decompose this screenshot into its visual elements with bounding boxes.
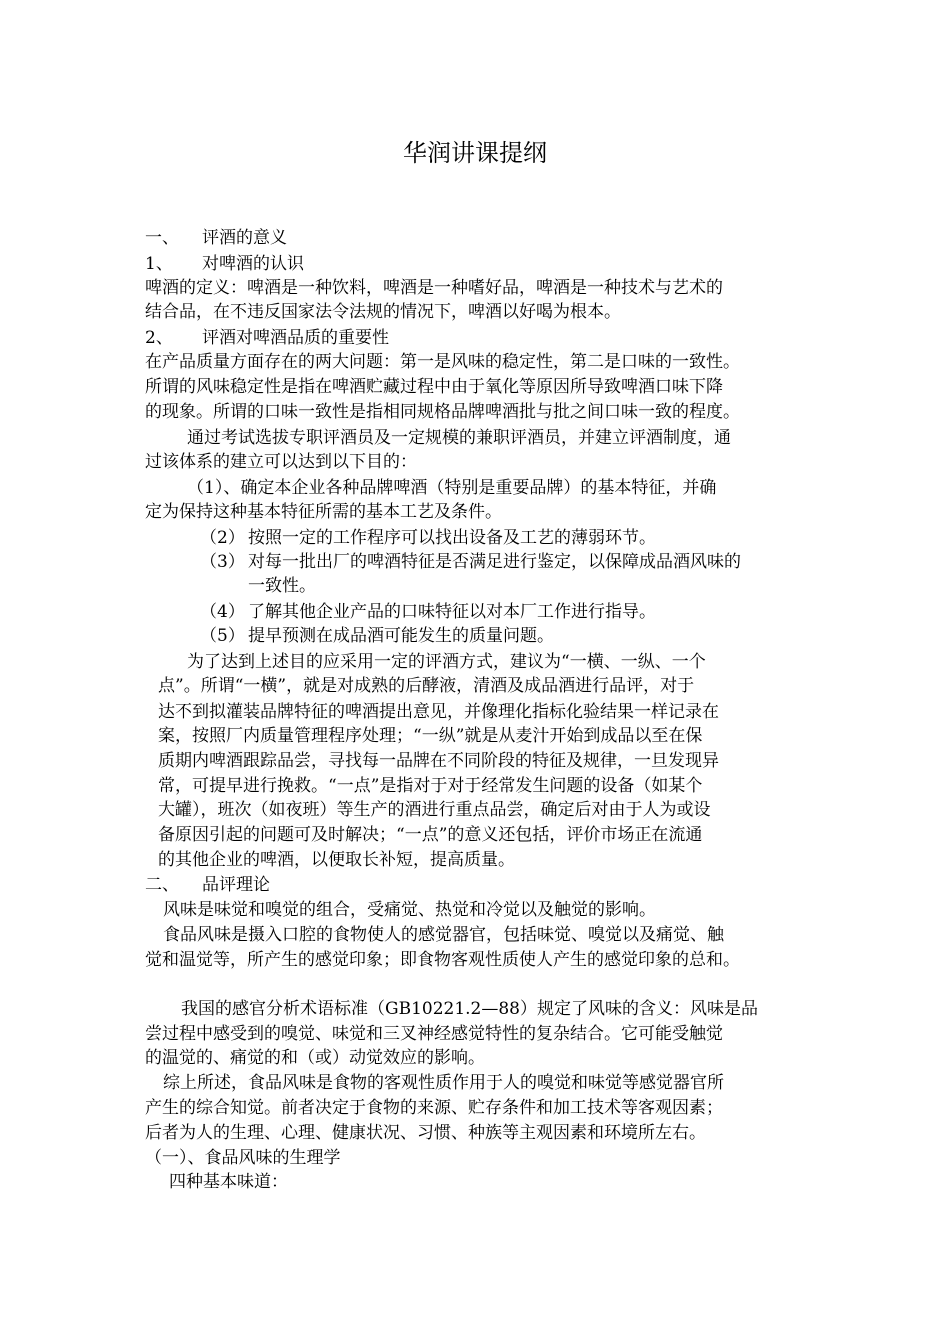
text-line: 所谓的风味稳定性是指在啤酒贮藏过程中由于氧化等原因所导致啤酒口味下降 <box>145 377 723 397</box>
text-line: 的现象。所谓的口味一致性是指相同规格品牌啤酒批与批之间口味一致的程度。 <box>145 402 740 422</box>
subsection-1-number: 1、 <box>145 254 173 274</box>
section-2-title: 品评理论 <box>202 875 270 895</box>
text-line: 产生的综合知觉。前者决定于食物的来源、贮存条件和加工技术等客观因素； <box>145 1098 723 1118</box>
text-line: 大罐），班次（如夜班）等生产的酒进行重点品尝，确定后对由于人为或设 <box>158 800 711 820</box>
list-item <box>200 526 656 550</box>
subsection-2-number: 2、 <box>145 328 173 348</box>
subsection-2-title: 评酒对啤酒品质的重要性 <box>202 328 389 348</box>
section-1-title: 评酒的意义 <box>202 228 287 248</box>
list-item-number: （4） <box>200 602 245 622</box>
text-line: 尝过程中感受到的嗅觉、味觉和三叉神经感觉特性的复杂结合。它可能受触觉 <box>145 1024 723 1044</box>
section-1-heading <box>145 226 287 250</box>
text-line: 过该体系的建立可以达到以下目的： <box>145 452 417 472</box>
list-item-number: （5） <box>200 626 245 646</box>
list-item-continuation: 一致性。 <box>248 576 316 596</box>
document-title: 华润讲课提纲 <box>403 139 547 167</box>
text-line: 我国的感官分析术语标准（GB10221.2—88）规定了风味的含义：风味是品 <box>181 999 759 1019</box>
text-line: 综上所述，食品风味是食物的客观性质作用于人的嗅觉和味觉等感觉器官所 <box>163 1073 724 1093</box>
text-line: 在产品质量方面存在的两大问题：第一是风味的稳定性，第二是口味的一致性。 <box>145 352 740 372</box>
subsection-2-heading <box>145 326 389 350</box>
text-line: 质期内啤酒跟踪品尝，寻找每一品牌在不同阶段的特征及规律，一旦发现异 <box>158 751 719 771</box>
list-item-number: （3） <box>200 552 245 572</box>
text-line: 通过考试选拔专职评酒员及一定规模的兼职评酒员，并建立评酒制度，通 <box>187 428 731 448</box>
text-line: 点”。所谓“一横”，就是对成熟的后酵液，清酒及成品酒进行品评，对于 <box>158 676 695 696</box>
text-line: 常，可提早进行挽救。“一点”是指对于对于经常发生问题的设备（如某个 <box>158 776 703 796</box>
text-line: 定为保持这种基本特征所需的基本工艺及条件。 <box>145 502 502 522</box>
text-line: （1）、确定本企业各种品牌啤酒（特别是重要品牌）的基本特征，并确 <box>187 478 717 498</box>
text-line: 啤酒的定义：啤酒是一种饮料，啤酒是一种嗜好品，啤酒是一种技术与艺术的 <box>145 278 723 298</box>
text-line: 结合品，在不违反国家法令法规的情况下，啤酒以好喝为根本。 <box>145 302 621 322</box>
list-item-number: （2） <box>200 528 245 548</box>
list-item <box>200 624 554 648</box>
list-item-text: 对每一批出厂的啤酒特征是否满足进行鉴定，以保障成品酒风味的 <box>248 552 741 572</box>
text-line: 觉和温觉等，所产生的感觉印象；即食物客观性质使人产生的感觉印象的总和。 <box>145 950 740 970</box>
list-item <box>200 600 656 624</box>
text-line: 的其他企业的啤酒，以便取长补短，提高质量。 <box>158 850 515 870</box>
text-line: 为了达到上述目的应采用一定的评酒方式，建议为“一横、一纵、一个 <box>187 652 706 672</box>
list-item-text: 按照一定的工作程序可以找出设备及工艺的薄弱环节。 <box>248 528 656 548</box>
subsection-heading: （一）、食品风味的生理学 <box>145 1148 341 1168</box>
section-1-number: 一、 <box>145 228 179 248</box>
text-line: 后者为人的生理、心理、健康状况、习惯、种族等主观因素和环境所左右。 <box>145 1123 706 1143</box>
text-line: 案，按照厂内质量管理程序处理；“一纵”就是从麦汁开始到成品以至在保 <box>158 726 703 746</box>
text-line: 达不到拟灌装品牌特征的啤酒提出意见，并像理化指标化验结果一样记录在 <box>158 702 719 722</box>
list-item <box>200 550 741 574</box>
text-line: 备原因引起的问题可及时解决；“一点”的意义还包括，评价市场正在流通 <box>158 825 703 845</box>
text-line: 风味是味觉和嗅觉的组合，受痛觉、热觉和冷觉以及触觉的影响。 <box>163 900 656 920</box>
subsection-1-title: 对啤酒的认识 <box>202 254 304 274</box>
section-2-heading <box>145 873 270 897</box>
text-line: 的温觉的、痛觉的和（或）动觉效应的影响。 <box>145 1048 485 1068</box>
list-item-text: 了解其他企业产品的口味特征以对本厂工作进行指导。 <box>248 602 656 622</box>
section-2-number: 二、 <box>145 875 179 895</box>
subsection-1-heading <box>145 252 304 276</box>
list-item-text: 提早预测在成品酒可能发生的质量问题。 <box>248 626 554 646</box>
text-line: 食品风味是摄入口腔的食物使人的感觉器官，包括味觉、嗅觉以及痛觉、触 <box>163 925 724 945</box>
text-line: 四种基本味道： <box>169 1172 288 1192</box>
